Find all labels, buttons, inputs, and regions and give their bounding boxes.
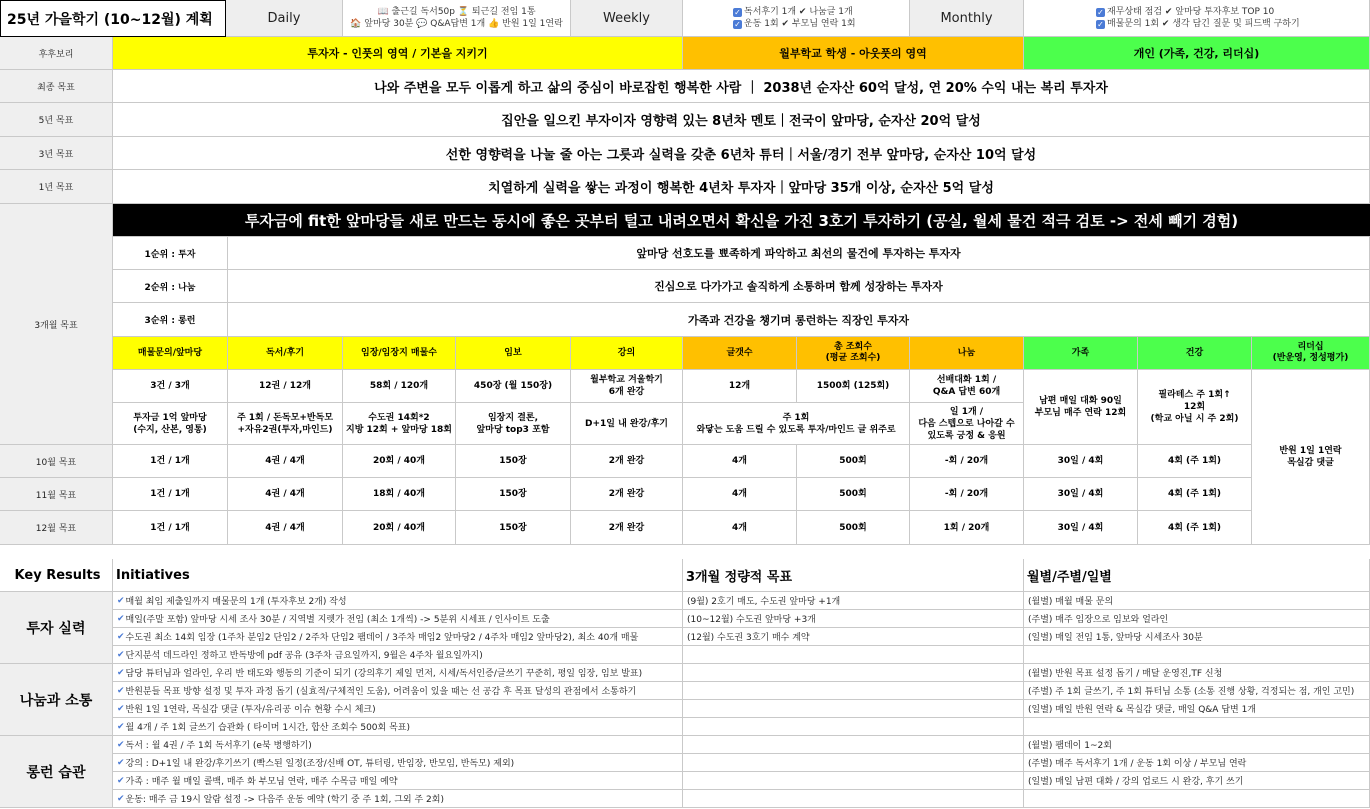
check-icon: ✔ — [117, 613, 125, 624]
check-icon: ✔ — [117, 739, 125, 750]
initiative-item — [113, 610, 683, 628]
check-icon: ✔ — [117, 667, 125, 678]
check-icon: ✔ — [117, 631, 125, 642]
goal-5y: 집안을 일으킨 부자이자 영향력 있는 8년차 멘토｜전국이 앞마당, 순자산 20억 달성 — [113, 103, 1370, 137]
initiative-text: 매월 최임 제출일까지 매물문의 1개 (투자후보 2개) 작성 — [125, 597, 347, 607]
goal-final: 나와 주변을 모두 이롭게 하고 삶의 중심이 바로잡힌 행복한 사람 ｜ 2038년 순자산 60억 달성, 연 20% 수익 내는 복리 투자자 — [113, 70, 1370, 103]
initiative-item — [113, 700, 683, 718]
weekly-line-2: 운동 1회 ✔ 부모님 연락 1회 — [744, 19, 856, 29]
cadence-header: 월별/주별/일별 — [1024, 559, 1370, 592]
section-personal: 개인 (가족, 건강, 리더십) — [1024, 37, 1370, 70]
kpi-header: 매물문의/앞마당 — [113, 337, 228, 370]
row-label-1y: 1년 목표 — [0, 170, 113, 204]
row-label-hhb: 후후보리 — [0, 37, 113, 70]
month-value: 4개 — [683, 445, 797, 478]
month-value: 4회 (주 1회) — [1138, 511, 1252, 545]
tab-weekly[interactable]: Weekly — [571, 0, 683, 37]
cadence-item: (월별) 반원 목표 설정 돕기 / 매달 운영진,TF 신청 — [1024, 664, 1370, 682]
kpi-detail: 수도권 14회*2 지방 12회 + 앞마당 18회 — [343, 403, 456, 445]
daily-routines — [343, 0, 571, 37]
cadence-item: (주별) 매주 임장으로 임보와 얼라인 — [1024, 610, 1370, 628]
kpi-detail: D+1일 내 완강/후기 — [571, 403, 683, 445]
initiative-item — [113, 772, 683, 790]
checkbox-icon[interactable]: ✓ — [1097, 20, 1104, 29]
kpi-quarter-target: 12개 — [683, 370, 797, 403]
row-label-3m: 3개월 목표 — [0, 204, 113, 445]
monthly-routines — [1024, 0, 1370, 37]
monthly-line-1: 재무상태 점검 ✔ 앞마당 투자후보 TOP 10 — [1107, 7, 1275, 17]
daily-line-1: 📖 출근길 독서50p ⏳ 퇴근길 전임 1통 — [377, 7, 536, 17]
kpi-header: 임장/임장지 매물수 — [343, 337, 456, 370]
cadence-item: (일별) 매일 전임 1통, 앞마당 시세조사 30분 — [1024, 628, 1370, 646]
month-value: 20회 / 40개 — [343, 511, 456, 545]
row-label-5y: 5년 목표 — [0, 103, 113, 137]
priority-3-text: 가족과 건강을 챙기며 롱런하는 직장인 투자자 — [228, 303, 1370, 337]
cadence-item — [1024, 790, 1370, 808]
monthly-line-2: 매물문의 1회 ✔ 생각 담긴 질문 및 피드백 구하기 — [1107, 19, 1300, 29]
key-result-category: 나눔과 소통 — [0, 664, 113, 736]
health-goal: 필라테스 주 1회↑ 12회 (학교 아닐 시 주 2회) — [1138, 370, 1252, 445]
month-value: -회 / 20개 — [910, 478, 1024, 511]
quant-goals-header: 3개월 정량적 목표 — [683, 559, 1024, 592]
row-label-final: 최종 목표 — [0, 70, 113, 103]
initiative-text: 매일(주말 포함) 앞마당 시세 조사 30분 / 지역별 지렛가 전임 (최소 1개씩) -> 5분위 시세표 / 인사이트 도출 — [125, 615, 550, 625]
initiative-text: 가족 : 매주 월 매일 콜백, 매주 화 부모님 연락, 매주 수목금 매일 예약 — [125, 777, 398, 787]
kpi-header: 독서/후기 — [228, 337, 343, 370]
initiative-text: 월 4개 / 주 1회 글쓰기 습관화 ( 타이머 1시간, 합산 조회수 500회 목표) — [125, 723, 410, 733]
month-value: 30일 / 4회 — [1024, 445, 1138, 478]
cadence-item: (월별) 매월 매물 문의 — [1024, 592, 1370, 610]
goal-1y: 치열하게 실력을 쌓는 과정이 행복한 4년차 투자자｜앞마당 35개 이상, 순자산 5억 달성 — [113, 170, 1370, 204]
checkbox-icon[interactable]: ✓ — [1097, 8, 1104, 17]
check-icon: ✔ — [117, 703, 125, 714]
weekly-line-1: 독서후기 1개 ✔ 나눔글 1개 — [744, 7, 853, 17]
cadence-item — [1024, 646, 1370, 664]
quant-goal-item: (10~12월) 수도권 앞마당 +3개 — [683, 610, 1024, 628]
quant-goal-item — [683, 718, 1024, 736]
quant-goal-item — [683, 772, 1024, 790]
initiative-text: 단지분석 데드라인 정하고 반독방에 pdf 공유 (3주차 금요일까지, 9월은 4주차 월요일까지) — [125, 651, 483, 661]
key-result-category: 투자 실력 — [0, 592, 113, 664]
month-value: 1건 / 1개 — [113, 478, 228, 511]
month-value: 2개 완강 — [571, 478, 683, 511]
month-value: 2개 완강 — [571, 511, 683, 545]
check-icon: ✔ — [117, 757, 125, 768]
initiative-text: 강의 : D+1일 내 완강/후기쓰기 (빡스된 일정(조장/신배 OT, 튜터링, 반임장, 반모임, 반독모) 제외) — [125, 759, 515, 769]
row-label-nov: 11월 목표 — [0, 478, 113, 511]
month-value: 4권 / 4개 — [228, 478, 343, 511]
checkbox-icon[interactable]: ✓ — [734, 20, 741, 29]
kpi-detail: 일 1개 / 다음 스텝으로 나아갈 수 있도록 긍정 & 응원 — [910, 403, 1024, 445]
month-value: 150장 — [456, 445, 571, 478]
quant-goal-item — [683, 736, 1024, 754]
quant-goal-item — [683, 682, 1024, 700]
key-results-header: Key Results — [0, 559, 113, 592]
priority-2-text: 진심으로 다가가고 솔직하게 소통하며 함께 성장하는 투자자 — [228, 270, 1370, 303]
month-value: 30일 / 4회 — [1024, 511, 1138, 545]
tab-monthly[interactable]: Monthly — [910, 0, 1024, 37]
initiative-item — [113, 790, 683, 808]
month-value: 18회 / 40개 — [343, 478, 456, 511]
initiative-item — [113, 592, 683, 610]
month-value: 150장 — [456, 511, 571, 545]
goal-3m-banner: 투자금에 fit한 앞마당들 새로 만드는 동시에 좋은 곳부터 털고 내려오면서 확신을 가진 3호기 투자하기 (공실, 월세 물건 적극 검토 -> 전세 빼기 경험) — [113, 204, 1370, 237]
kpi-header: 건강 — [1138, 337, 1252, 370]
month-value: 2개 완강 — [571, 445, 683, 478]
cadence-item: (일별) 매일 남편 대화 / 강의 업로드 시 완강, 후기 쓰기 — [1024, 772, 1370, 790]
initiative-text: 운동: 매주 금 19시 알람 설정 -> 다음주 운동 예약 (학기 중 주 1회, 그외 주 2회) — [125, 795, 444, 805]
initiative-item — [113, 754, 683, 772]
month-value: 4회 (주 1회) — [1138, 478, 1252, 511]
cadence-item — [1024, 718, 1370, 736]
kpi-quarter-target: 월부학교 겨울학기 6개 완강 — [571, 370, 683, 403]
key-result-category: 롱런 습관 — [0, 736, 113, 808]
kpi-header: 가족 — [1024, 337, 1138, 370]
kpi-header: 나눔 — [910, 337, 1024, 370]
kpi-quarter-target: 1500회 (125회) — [797, 370, 910, 403]
cadence-item: (일별) 매일 반원 연락 & 목실감 댓글, 매일 Q&A 답변 1개 — [1024, 700, 1370, 718]
quant-goal-item — [683, 646, 1024, 664]
goal-3y: 선한 영향력을 나눌 줄 아는 그릇과 실력을 갖춘 6년차 튜터｜서울/경기 전부 앞마당, 순자산 10억 달성 — [113, 137, 1370, 170]
kpi-quarter-target: 3건 / 3개 — [113, 370, 228, 403]
check-icon: ✔ — [117, 649, 125, 660]
initiative-text: 반원 1일 1연락, 목실감 댓글 (투자/유리공 이슈 현황 수시 체크) — [125, 705, 376, 715]
month-value: 4회 (주 1회) — [1138, 445, 1252, 478]
month-value: 4권 / 4개 — [228, 445, 343, 478]
quant-goal-item — [683, 754, 1024, 772]
check-icon: ✔ — [117, 775, 125, 786]
kpi-quarter-target: 450장 (월 150장) — [456, 370, 571, 403]
priority-1-label: 1순위 : 투자 — [113, 237, 228, 270]
row-label-oct: 10월 목표 — [0, 445, 113, 478]
cadence-item: (주별) 매주 독서후기 1개 / 운동 1회 이상 / 부모님 연락 — [1024, 754, 1370, 772]
family-goal: 남편 매일 대화 90일 부모님 매주 연락 12회 — [1024, 370, 1138, 445]
quant-goal-item — [683, 700, 1024, 718]
kpi-header: 리더십 (반운영, 정성평가) — [1252, 337, 1370, 370]
month-value: 4개 — [683, 511, 797, 545]
cadence-item: (주별) 주 1회 글쓰기, 주 1회 튜터님 소통 (소통 진행 상황, 걱정되는 점, 개인 고민) — [1024, 682, 1370, 700]
kpi-detail: 주 1회 / 돈독모+반독모 +자유2권(투자,마인드) — [228, 403, 343, 445]
weekly-routines — [683, 0, 910, 37]
check-icon: ✔ — [117, 793, 125, 804]
priority-3-label: 3순위 : 롱런 — [113, 303, 228, 337]
section-school: 월부학교 학생 - 아웃풋의 영역 — [683, 37, 1024, 70]
month-value: 4권 / 4개 — [228, 511, 343, 545]
check-icon: ✔ — [117, 595, 125, 606]
check-icon: ✔ — [117, 685, 125, 696]
quant-goal-item: (9월) 2호기 매도, 수도권 앞마당 +1개 — [683, 592, 1024, 610]
daily-line-2: 🏠 앞마당 30분 💬 Q&A답변 1개 👍 반원 1일 1연락 — [350, 19, 563, 29]
month-value: 1회 / 20개 — [910, 511, 1024, 545]
kpi-header: 임보 — [456, 337, 571, 370]
kpi-header: 글갯수 — [683, 337, 797, 370]
initiative-item — [113, 736, 683, 754]
check-icon: ✔ — [117, 721, 125, 732]
kpi-detail: 임장지 결론, 앞마당 top3 포함 — [456, 403, 571, 445]
kpi-quarter-target: 선배대화 1회 / Q&A 답변 60개 — [910, 370, 1024, 403]
initiative-text: 수도권 최소 14회 임장 (1주차 분임2 단임2 / 2주차 단임2 팸데이 / 3주차 매임2 앞마당2 / 4주차 매임2 앞마당2), 최소 40개 매물 — [125, 633, 639, 643]
month-value: 1건 / 1개 — [113, 445, 228, 478]
initiative-text: 담당 튜터님과 얼라인, 우리 반 태도와 행동의 기준이 되기 (강의후기 제일 먼저, 시세/독서인증/글쓰기 꾸준히, 평일 임장, 임보 발표) — [125, 669, 643, 679]
page-title: 25년 가을학기 (10~12월) 계획 — [0, 0, 226, 37]
kpi-header: 강의 — [571, 337, 683, 370]
row-label-3y: 3년 목표 — [0, 137, 113, 170]
kpi-quarter-target: 12권 / 12개 — [228, 370, 343, 403]
initiative-item — [113, 646, 683, 664]
priority-2-label: 2순위 : 나눔 — [113, 270, 228, 303]
row-label-dec: 12월 목표 — [0, 511, 113, 545]
priority-1-text: 앞마당 선호도를 뾰족하게 파악하고 최선의 물건에 투자하는 투자자 — [228, 237, 1370, 270]
month-value: 30일 / 4회 — [1024, 478, 1138, 511]
kpi-detail-writing: 주 1회 와닿는 도움 드릴 수 있도록 투자/마인드 글 위주로 — [683, 403, 910, 445]
tab-daily[interactable]: Daily — [226, 0, 343, 37]
checkbox-icon[interactable]: ✓ — [734, 8, 741, 17]
month-value: 1건 / 1개 — [113, 511, 228, 545]
initiative-item — [113, 628, 683, 646]
cadence-item: (월별) 팸데이 1~2회 — [1024, 736, 1370, 754]
initiative-item — [113, 682, 683, 700]
quant-goal-item — [683, 664, 1024, 682]
kpi-quarter-target: 58회 / 120개 — [343, 370, 456, 403]
quant-goal-item: (12월) 수도권 3호기 매수 계약 — [683, 628, 1024, 646]
month-value: 20회 / 40개 — [343, 445, 456, 478]
month-value: 150장 — [456, 478, 571, 511]
section-investor: 투자자 - 인풋의 영역 / 기본을 지키기 — [113, 37, 683, 70]
initiatives-header: Initiatives — [113, 559, 683, 592]
month-value: 4개 — [683, 478, 797, 511]
leadership-goal: 반원 1일 1연락 목실감 댓글 — [1252, 370, 1370, 545]
month-value: -회 / 20개 — [910, 445, 1024, 478]
initiative-text: 독서 : 월 4권 / 주 1회 독서후기 (e북 병행하기) — [125, 741, 312, 751]
initiative-text: 반원분들 목표 방향 설정 및 투자 과정 돕기 (실효적/구체적인 도움), 어려움이 있을 때는 선 공감 후 목표 달성의 관점에서 소통하기 — [125, 687, 637, 697]
month-value: 500회 — [797, 478, 910, 511]
quant-goal-item — [683, 790, 1024, 808]
kpi-detail: 투자금 1억 앞마당 (수지, 산본, 영통) — [113, 403, 228, 445]
initiative-item — [113, 664, 683, 682]
month-value: 500회 — [797, 445, 910, 478]
month-value: 500회 — [797, 511, 910, 545]
kpi-header: 총 조회수 (평균 조회수) — [797, 337, 910, 370]
initiative-item — [113, 718, 683, 736]
